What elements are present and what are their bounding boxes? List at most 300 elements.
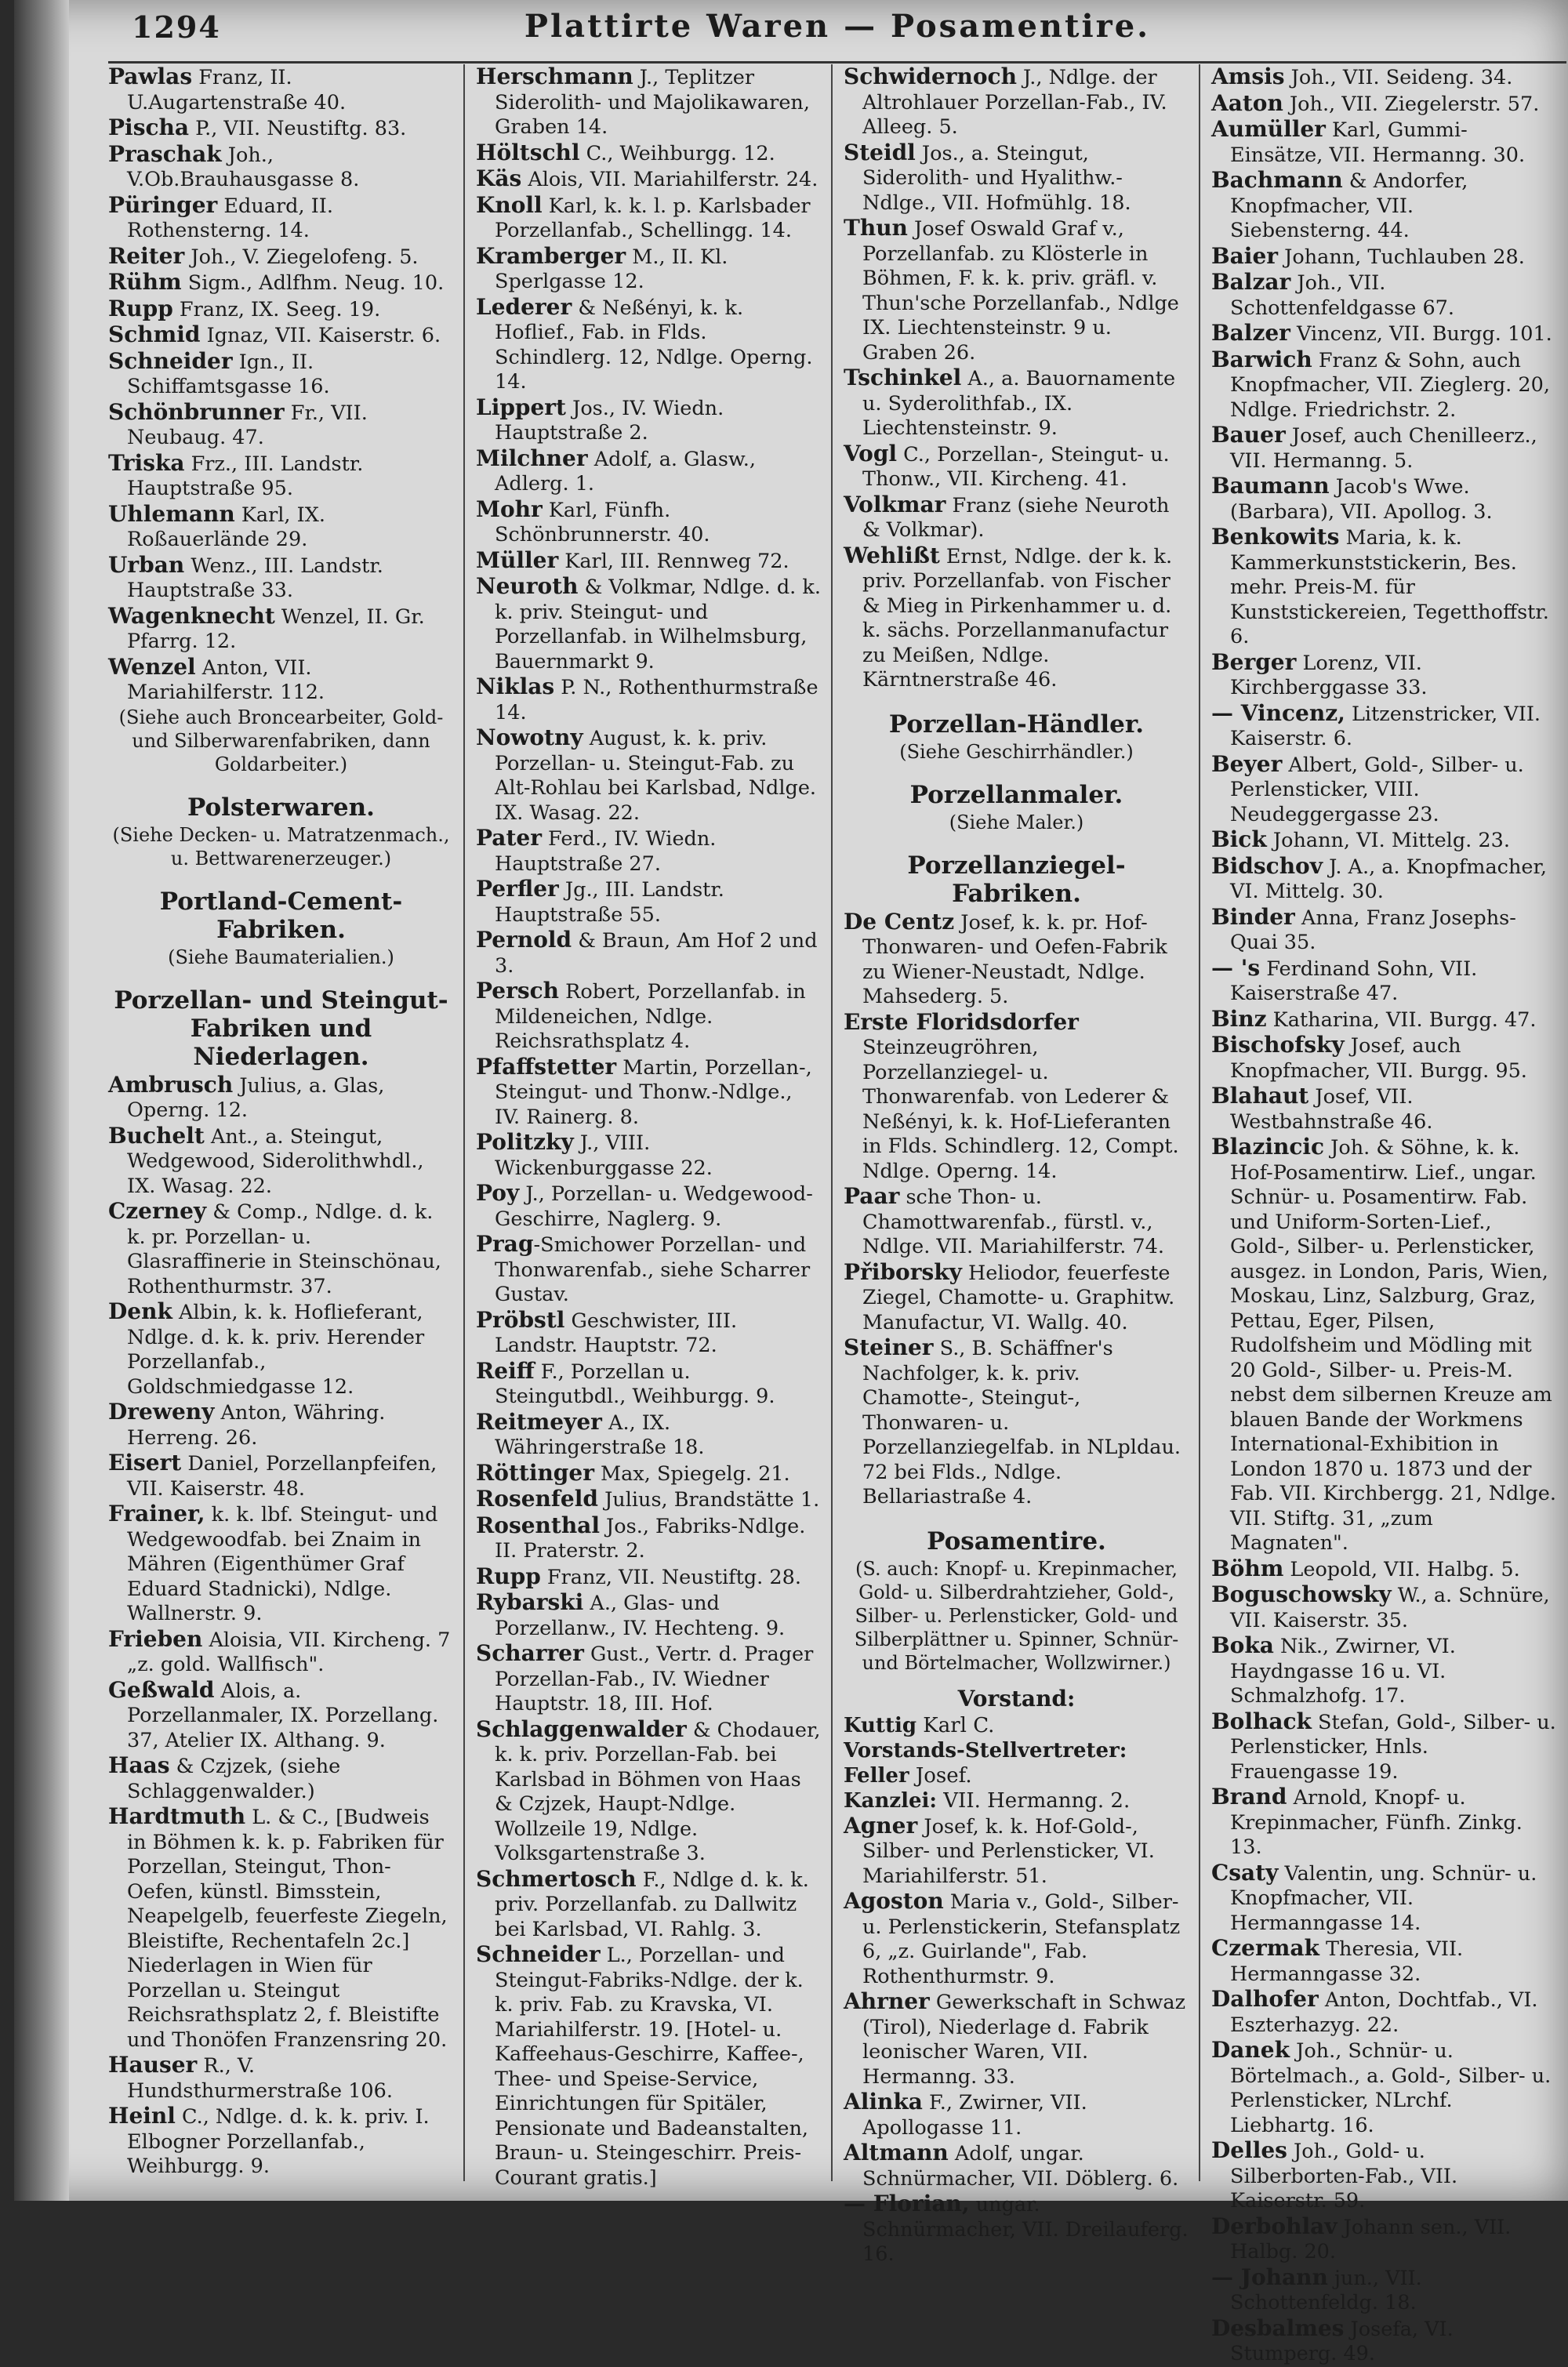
entry-details: Vincenz, VII. Burgg. 101.	[1290, 322, 1552, 346]
entry-details: sche Thon- u. Chamottwarenfab., fürstl. v., Ndlge. VII. Mariahilferstr. 74.	[862, 1185, 1164, 1258]
entry-name: Bischofsky	[1211, 1032, 1345, 1058]
entry-details: Jacob's Wwe. (Barbara), VII. Apollog. 3.	[1230, 475, 1493, 524]
entry-details: Josef, auch Chenilleerz., VII. Hermanng. 5.	[1230, 424, 1537, 473]
cross-reference-note: (Siehe Baumaterialien.)	[168, 946, 394, 968]
entry-name: Pawlas	[108, 64, 193, 89]
entry-details: J., Porzellan- u. Wedgewood-Geschirre, Naglerg. 9.	[495, 1182, 813, 1231]
entry-details: Steinzeugröhren, Porzellanziegel- u. Thonwarenfab. von Lederer & Neßényi, k. k. Hof-Lieferanten in Flds. Schindlerg. 12, Compt. Ndlge. Operng. 14.	[862, 1036, 1179, 1183]
directory-entry	[476, 1130, 822, 1181]
directory-entry	[844, 1335, 1189, 1510]
directory-entry	[476, 1359, 822, 1410]
directory-entry	[476, 295, 822, 395]
entry-details: Gewerkschaft in Schwaz (Tirol), Niederlage d. Fabrik leonischer Waren, VII. Hermanng. 33.	[862, 1991, 1185, 2089]
directory-entry	[476, 166, 822, 193]
entry-details: Joh., VII. Schottenfeldgasse 67.	[1230, 271, 1454, 320]
entry-details: Joh., V.Ob.Brauhausgasse 8.	[127, 143, 360, 191]
entry-name: Altmann	[844, 2140, 949, 2166]
entry-details: Johann, VI. Mittelg. 23.	[1266, 829, 1510, 852]
directory-entry	[844, 441, 1189, 492]
entry-name: Urban	[108, 551, 185, 578]
entry-details: Joh., VII. Seideng. 34.	[1284, 66, 1513, 89]
entry-details: P., VII. Neustiftg. 83.	[189, 117, 407, 140]
directory-entry	[1211, 1084, 1557, 1134]
section-heading: Posamentire.	[927, 1527, 1106, 1556]
entry-details: Johann sen., VII. Halbg. 20.	[1230, 2215, 1512, 2264]
entry-details: F., Porzellan u. Steingutbdl., Weihburgg. 9.	[495, 1360, 775, 1408]
entry-name: Schneider	[108, 347, 233, 374]
entry-details: -Smichower Porzellan- und Thonwarenfab., siehe Scharrer Gustav.	[495, 1233, 811, 1306]
directory-entry	[1211, 321, 1557, 347]
directory-entry	[1211, 474, 1557, 525]
entry-details: Johann, Tuchlauben 28.	[1278, 245, 1525, 269]
entry-name: Volkmar	[844, 491, 946, 517]
directory-entry	[476, 395, 822, 446]
entry-details: Robert, Porzellanfab. in Mildeneichen, Ndlge. Reichsrathsplatz 4.	[495, 980, 806, 1053]
directory-entry	[1211, 2316, 1557, 2367]
section-heading: Portland-Cement-Fabriken.	[159, 887, 403, 944]
directory-entry	[108, 322, 454, 349]
entry-details: Adolf, a. Glasw., Adlerg. 1.	[495, 447, 756, 496]
section-heading: Porzellan-Händler.	[888, 710, 1145, 739]
entry-name: Scharrer	[476, 1640, 584, 1666]
directory-entry	[844, 492, 1189, 543]
entry-name: — Vincenz,	[1211, 699, 1345, 726]
entry-name: Lederer	[476, 293, 572, 320]
directory-entry	[844, 1813, 1189, 1890]
entry-name: Schwidernoch	[844, 64, 1017, 89]
entry-name: Csaty	[1211, 1859, 1279, 1886]
entry-name: Agoston	[844, 1888, 944, 1914]
directory-entry	[108, 1678, 454, 1754]
entry-name: Praschak	[108, 140, 222, 167]
section-heading: Porzellanziegel-Fabriken.	[907, 851, 1126, 908]
section-heading: Porzellanmaler.	[909, 780, 1123, 809]
entry-details: Stefan, Gold-, Silber- u. Perlensticker, Hnls. Frauengasse 19.	[1230, 1710, 1556, 1784]
entry-name: Paar	[844, 1183, 900, 1209]
section-heading: Porzellan- und Steingut-Fabriken und Niederlagen.	[114, 986, 448, 1071]
entry-name: Bidschov	[1211, 852, 1323, 879]
directory-entry	[476, 674, 822, 725]
directory-entry	[476, 826, 822, 877]
entry-details: R., V. Hundsthurmerstraße 106.	[127, 2054, 393, 2103]
directory-entry	[1211, 905, 1557, 956]
entry-name: Rühm	[108, 269, 182, 295]
entry-name: Niklas	[476, 673, 555, 699]
entry-details: k. k. lbf. Steingut- und Wedgewoodfab. bei Znaim in Mähren (Eigenthümer Graf Eduard Stadnicki), Ndlge. Wallnerstr. 9.	[127, 1503, 438, 1625]
directory-entry	[108, 193, 454, 244]
entry-details: Julius, a. Glas, Operng. 12.	[127, 1073, 385, 1122]
entry-details: Josef, auch Knopfmacher, VII. Burgg. 95.	[1230, 1034, 1527, 1083]
directory-entry	[476, 548, 822, 575]
entry-name: Schönbrunner	[108, 398, 285, 425]
entry-details: Joh. & Söhne, k. k. Hof-Posamentirw. Lief., ungar. Schnür- u. Posamentirw. Fab. und Uniform-Sorten-Lief., Gold-, Silber- u. Perlensticker, ausgez. in London, Paris, Wien, Moskau, Linz, Salzburg, Graz, Pettau, Eger, Pilsen, Rudolfsheim und Mödling mit 20 Gold-, Silber- u. Preis-M. nebst dem silbernen Kreuze am blauen Bande der Workmens International-Exhibition in London 1870 u. 1873 und der Fab. VII. Kirchbergg. 21, Ndlge. VII. Stiftg. 31, „zum Magnaten".	[1230, 1136, 1557, 1555]
entry-name: Ambrusch	[108, 1071, 234, 1098]
directory-entry	[108, 502, 454, 553]
entry-details: Karl, IX. Roßauerlände 29.	[127, 503, 325, 551]
directory-entry	[108, 64, 454, 115]
directory-entry	[476, 497, 822, 548]
entry-details: Josef Oswald Graf v., Porzellanfab. zu Klösterle in Böhmen, F. k. k. priv. gräfl. v. Thun'sche Porzellanfab., Ndlge IX. Liechtensteinstr. 9 u. Graben 26.	[862, 217, 1179, 365]
entry-details: Arnold, Knopf- u. Krepinmacher, Fünfh. Zinkg. 13.	[1230, 1786, 1523, 1859]
entry-name: Heinl	[108, 2103, 176, 2129]
entry-details: Joh., VII. Ziegelerstr. 57.	[1283, 92, 1540, 116]
entry-name: — Florian,	[844, 2191, 970, 2216]
entry-details: Alois, VII. Mariahilferstr. 24.	[521, 168, 818, 191]
directory-entry	[108, 1199, 454, 1299]
cross-reference-note: (Siehe Geschirrhändler.)	[899, 740, 1134, 763]
entry-name: Beyer	[1211, 750, 1283, 777]
entry-details: Leopold, VII. Halbg. 5.	[1283, 1557, 1520, 1581]
entry-name: Uhlemann	[108, 500, 235, 527]
cross-reference-note: (Siehe auch Broncearbeiter, Gold- und Silberwarenfabriken, dann Goldarbeiter.)	[118, 706, 444, 775]
entry-name: Ahrner	[844, 1988, 930, 2014]
directory-entry	[844, 140, 1189, 216]
directory-entry	[476, 1055, 822, 1131]
entry-name: Püringer	[108, 191, 218, 218]
directory-entry	[476, 1867, 822, 1943]
guild-role	[844, 1713, 1189, 1738]
directory-entry	[1211, 1582, 1557, 1633]
directory-entry	[108, 1299, 454, 1400]
entry-details: Alois, a. Porzellanmaler, IX. Porzellang. 37, Atelier IX. Althang. 9.	[127, 1679, 439, 1752]
directory-entry	[844, 216, 1189, 365]
entry-details: C., Ndlge. d. k. k. priv. I. Elbogner Porzellanfab., Weihburgg. 9.	[127, 2105, 430, 2178]
directory-entry	[476, 1513, 822, 1564]
entry-name: Binz	[1211, 1005, 1267, 1032]
directory-entry	[1211, 117, 1557, 168]
directory-entry	[476, 574, 822, 674]
guild-role	[844, 1788, 1189, 1813]
entry-details: Karl, Fünfh. Schönbrunnerstr. 40.	[495, 498, 710, 546]
entry-name: Bick	[1211, 826, 1267, 852]
directory-entry	[476, 928, 822, 978]
entry-name: Pater	[476, 825, 542, 851]
entry-name: Reitmeyer	[476, 1408, 602, 1435]
directory-entry	[108, 270, 454, 296]
entry-name: Herschmann	[476, 64, 633, 89]
directory-entry	[1211, 2214, 1557, 2265]
directory-entry	[844, 1010, 1189, 1185]
entry-details: Jos., Fabriks-Ndlge. II. Praterstr. 2.	[495, 1514, 806, 1563]
entry-details: Ign., II. Schiffamtsgasse 16.	[127, 350, 330, 398]
directory-entry	[1211, 525, 1557, 650]
entry-details: Fr., VII. Neubaug. 47.	[127, 401, 368, 449]
entry-name: Dreweny	[108, 1399, 215, 1425]
entry-details: & Andorfer, Knopfmacher, VII. Siebensterng. 44.	[1230, 169, 1468, 242]
entry-name: Wehlißt	[844, 542, 940, 568]
directory-entry	[844, 64, 1189, 140]
role-label: Vorstands-Stellvertreter:	[844, 1738, 1127, 1763]
directory-entry	[1211, 168, 1557, 244]
directory-entry	[1211, 1007, 1557, 1033]
directory-entry	[1211, 347, 1557, 423]
directory-entry	[1211, 2265, 1557, 2316]
entry-name: Vogl	[844, 440, 898, 467]
directory-entry	[108, 1627, 454, 1678]
entry-details: Ant., a. Steingut, Wedgewood, Siderolithwhdl., IX. Wasag. 22.	[127, 1124, 424, 1198]
directory-entry	[108, 451, 454, 502]
directory-entry	[476, 1641, 822, 1717]
entry-name: Perfler	[476, 876, 559, 902]
role-label: Kuttig	[844, 1713, 917, 1737]
directory-entry	[844, 543, 1189, 693]
entry-name: Persch	[476, 978, 560, 1004]
directory-entry	[476, 1308, 822, 1359]
entry-name: Pröbstl	[476, 1306, 565, 1333]
entry-details: A., a. Bauornamente u. Syderolithfab., IX. Liechtensteinstr. 9.	[862, 367, 1176, 440]
entry-name: Blahaut	[1211, 1083, 1309, 1109]
entry-name: Wagenknecht	[108, 602, 275, 629]
entry-details: Karl, k. k. l. p. Karlsbader Porzellanfab., Schellingg. 14.	[495, 194, 811, 242]
directory-entry	[476, 1942, 822, 2191]
directory-entry	[844, 2191, 1189, 2267]
entry-name: — Johann	[1211, 2264, 1328, 2290]
entry-name: Rupp	[476, 1563, 541, 1589]
entry-details: J., Teplitzer Siderolith- und Majolikawaren, Graben 14.	[495, 66, 810, 139]
entry-name: Czerney	[108, 1198, 207, 1224]
entry-name: Dalhofer	[1211, 1986, 1319, 2012]
entry-name: Poy	[476, 1180, 520, 1206]
entry-details: L., Porzellan- und Steingut-Fabriks-Ndlge. der k. k. priv. Fab. zu Kravska, VI. Mariahilferstr. 19. [Hotel- u. Kaffeehaus-Geschirre, Kaffee-, Thee- und Speise-Service, Einrichtungen für Spitäler, Pensionate und Badeanstalten, Braun- u. Steingeschirr. Preis-Courant gratis.]	[495, 1944, 809, 2190]
directory-entry	[108, 349, 454, 400]
directory-entry	[1211, 1861, 1557, 1937]
guild-role	[844, 1738, 1189, 1763]
entry-details: & Chodauer, k. k. priv. Porzellan-Fab. bei Karlsbad in Böhmen von Haas & Czjzek, Haupt-Ndlge. Wollzeile 19, Ndlge. Volksgartenstraße 3.	[495, 1718, 821, 1865]
entry-details: Heliodor, feuerfeste Ziegel, Chamotte- u. Graphitw. Manufactur, VI. Wallg. 40.	[862, 1261, 1175, 1334]
directory-entry	[476, 877, 822, 928]
entry-details: S., B. Schäffner's Nachfolger, k. k. priv. Chamotte-, Steingut-, Thonwaren- u. Porzellanziegelfab. in NLpldau. 72 bei Flds., Ndlge. Bellariastraße 4.	[862, 1337, 1181, 1508]
entry-details: L. & C., [Budweis in Böhmen k. k. p. Fabriken für Porzellan, Steingut, Thon-Oefen, künstl. Bimsstein, Neapelgelb, feuerfeste Ziegeln, Bleistifte, Rechentafeln 2c.] Niederlagen in Wien für Porzellan u. Steingut Reichsrathsplatz 2, f. Bleistifte und Thonöfen Franzensring 20.	[127, 1806, 448, 2052]
role-label: Kanzlei:	[844, 1788, 938, 1813]
entry-details: Franz, II. U.Augartenstraße 40.	[127, 66, 347, 114]
entry-name: Triska	[108, 449, 185, 476]
directory-columns	[108, 64, 1566, 2365]
entry-name: Schmid	[108, 321, 201, 347]
entry-details: P. N., Rothenthurmstraße 14.	[495, 676, 818, 724]
entry-details: August, k. k. priv. Porzellan- u. Steingut-Fab. zu Alt-Rohlau bei Karlsbad, Ndlge. IX. Wasag. 22.	[495, 727, 817, 825]
entry-name: Desbalmes	[1211, 2314, 1345, 2341]
page-header	[108, 6, 1566, 64]
entry-details: Albin, k. k. Hoflieferant, Ndlge. d. k. k. priv. Herender Porzellanfab., Goldschmiedgasse 12.	[127, 1301, 425, 1399]
entry-details: Frz., III. Landstr. Hauptstraße 95.	[127, 452, 364, 500]
entry-name: Knoll	[476, 191, 543, 218]
entry-name: Přiborsky	[844, 1258, 962, 1285]
entry-name: Bachmann	[1211, 167, 1343, 193]
entry-details: A., Glas- und Porzellanw., IV. Hechteng. 9.	[495, 1592, 786, 1640]
entry-name: Blazincic	[1211, 1134, 1325, 1160]
entry-details: Adolf, ungar. Schnürmacher, VII. Döblerg. 6.	[862, 2142, 1179, 2191]
entry-details: A., IX. Währingerstraße 18.	[495, 1410, 705, 1459]
entry-name: — 's	[1211, 954, 1261, 981]
entry-name: Alinka	[844, 2089, 923, 2115]
entry-name: Hauser	[108, 2052, 198, 2078]
entry-details: Julius, Brandstätte 1.	[597, 1488, 820, 1512]
directory-entry	[108, 1804, 454, 2053]
section-heading: Polsterwaren.	[187, 793, 375, 822]
entry-details: Albert, Gold-, Silber- u. Perlensticker, VIII. Neudeggergasse 23.	[1230, 753, 1524, 826]
entry-details: Wenz., III. Landstr. Hauptstraße 33.	[127, 554, 383, 602]
directory-entry	[108, 400, 454, 451]
entry-name: Buchelt	[108, 1122, 205, 1149]
entry-name: Tschinkel	[844, 365, 962, 390]
column-4	[1199, 64, 1566, 2365]
directory-entry	[844, 1989, 1189, 2089]
directory-entry	[844, 1260, 1189, 1336]
entry-name: Nowotny	[476, 724, 583, 750]
entry-name: Lippert	[476, 394, 566, 420]
entry-name: Baier	[1211, 242, 1279, 269]
entry-details: & Braun, Am Hof 2 und 3.	[495, 929, 818, 978]
directory-entry	[476, 1410, 822, 1461]
entry-name: Röttinger	[476, 1459, 594, 1486]
directory-entry	[1211, 64, 1557, 91]
entry-name: Rosenthal	[476, 1512, 600, 1538]
entry-name: De Centz	[844, 908, 955, 935]
entry-details: C., Porzellan-, Steingut- u. Thonw., VII. Kircheng. 41.	[862, 442, 1170, 491]
entry-name: Delles	[1211, 2137, 1287, 2163]
entry-details: J., Ndlge. der Altrohlauer Porzellan-Fab., IV. Alleeg. 5.	[862, 66, 1167, 139]
entry-details: Martin, Porzellan-, Steingut- und Thonw.-Ndlge., IV. Rainerg. 8.	[495, 1055, 812, 1129]
entry-name: Boguschowsky	[1211, 1581, 1392, 1607]
column-2	[463, 64, 831, 2190]
column-3	[831, 64, 1199, 2266]
entry-name: Eisert	[108, 1450, 182, 1476]
entry-details: Anton, Dochtfab., VI. Eszterhazyg. 22.	[1230, 1988, 1538, 2037]
entry-name: Danek	[1211, 2037, 1290, 2063]
entry-name: Balzer	[1211, 320, 1290, 346]
entry-details: Joh., V. Ziegelofeng. 5.	[184, 245, 419, 269]
directory-entry	[476, 1717, 822, 1867]
directory-entry	[476, 1487, 822, 1513]
directory-entry	[1211, 2038, 1557, 2138]
entry-name: Rupp	[108, 295, 173, 321]
entry-details: C., Weihburgg. 12.	[579, 141, 775, 165]
directory-entry	[1211, 956, 1557, 1007]
entry-name: Schmertosch	[476, 1865, 637, 1892]
entry-details: J., VIII. Wickenburggasse 22.	[495, 1131, 713, 1180]
entry-details: Aloisia, VII. Kircheng. 7 „z. gold. Wallfisch".	[127, 1628, 451, 1676]
directory-entry	[476, 446, 822, 497]
directory-entry	[1211, 1936, 1557, 1987]
entry-details: Sigm., Adlfhm. Neug. 10.	[181, 271, 445, 295]
entry-name: Barwich	[1211, 346, 1312, 372]
entry-details: Karl, Gummi-Einsätze, VII. Hermanng. 30.	[1230, 118, 1526, 167]
entry-name: Czermak	[1211, 1935, 1319, 1961]
page-number: 1294	[132, 9, 221, 45]
directory-entry	[1211, 244, 1557, 270]
directory-entry	[108, 2053, 454, 2104]
directory-entry	[844, 2140, 1189, 2191]
directory-entry	[844, 1184, 1189, 1260]
entry-details: Ernst, Ndlge. der k. k. priv. Porzellanfab. von Fischer & Mieg in Pirkenhammer u. d. k. sächs. Porzellanmanufactur zu Meißen, Ndlge. Kärntnerstraße 46.	[862, 544, 1173, 692]
entry-name: Geßwald	[108, 1676, 215, 1703]
entry-details: Franz & Sohn, auch Knopfmacher, VII. Zieglerg. 20, Ndlge. Friedrichstr. 2.	[1230, 348, 1550, 422]
directory-entry	[1211, 1784, 1557, 1861]
directory-entry	[108, 1400, 454, 1450]
entry-details: Nik., Zwirner, VI. Haydngasse 16 u. VI. Schmalzhofg. 17.	[1230, 1635, 1456, 1708]
directory-entry	[476, 1564, 822, 1591]
entry-details: & Volkmar, Ndlge. d. k. k. priv. Steingut- und Porzellanfab. in Wilhelmsburg, Bauernmarkt 9.	[495, 575, 821, 673]
entry-name: Pfaffstetter	[476, 1053, 617, 1080]
entry-details: jun., VII. Schottenfeldg. 18.	[1230, 2266, 1422, 2314]
entry-details: Gust., Vertr. d. Prager Porzellan-Fab., IV. Wiedner Hauptstr. 18, III. Hof.	[495, 1643, 814, 1715]
entry-details: Ignaz, VII. Kaiserstr. 6.	[200, 324, 441, 347]
cross-reference-note: (Siehe Maler.)	[949, 811, 1084, 833]
entry-details: Katharina, VII. Burgg. 47.	[1266, 1007, 1537, 1032]
directory-entry	[108, 604, 454, 655]
entry-details: J. A., a. Knopfmacher, VI. Mittelg. 30.	[1230, 855, 1547, 903]
directory-entry	[108, 115, 454, 142]
guild-role	[844, 1763, 1189, 1788]
entry-name: Haas	[108, 1752, 170, 1778]
directory-entry	[108, 142, 454, 193]
entry-name: Politzky	[476, 1129, 574, 1155]
directory-entry	[1211, 1033, 1557, 1084]
entry-name: Aaton	[1211, 89, 1283, 116]
entry-details: Joh., Gold- u. Silberborten-Fab., VII. Kaiserstr. 59.	[1230, 2140, 1458, 2213]
entry-name: Frieben	[108, 1625, 203, 1652]
directory-entry	[108, 1073, 454, 1124]
entry-details: ungar. Schnürmacher, VII. Dreilauferg. 16.	[862, 2193, 1189, 2266]
role-value: Josef.	[909, 1763, 972, 1788]
directory-entry	[476, 1461, 822, 1487]
entry-details: Max, Spiegelg. 21.	[593, 1461, 790, 1486]
directory-entry	[108, 1124, 454, 1200]
directory-entry	[108, 244, 454, 270]
entry-details: Josef, k. k. pr. Hof-Thonwaren- und Oefen-Fabrik zu Wiener-Neustadt, Ndlge. Mahsederg. 5.	[862, 910, 1167, 1008]
entry-name: Balzar	[1211, 269, 1291, 295]
entry-name: Frainer,	[108, 1501, 205, 1527]
entry-name: Erste Floridsdorfer	[844, 1008, 1079, 1035]
directory-entry	[108, 553, 454, 604]
directory-page	[14, 0, 1568, 2365]
entry-name: Schneider	[476, 1941, 601, 1967]
entry-details: W., a. Schnüre, VII. Kaiserstr. 35.	[1230, 1584, 1550, 1632]
page-binding-edge	[14, 0, 69, 2201]
entry-name: Schlaggenwalder	[476, 1715, 687, 1742]
directory-entry	[108, 296, 454, 323]
entry-name: Reiter	[108, 242, 185, 269]
directory-entry	[1211, 1709, 1557, 1785]
directory-entry	[476, 1232, 822, 1308]
directory-entry	[476, 244, 822, 295]
directory-entry	[1211, 1633, 1557, 1709]
entry-name: Aumüller	[1211, 116, 1326, 142]
entry-name: Prag	[476, 1231, 534, 1257]
entry-details: Ferdinand Sohn, VII. Kaiserstraße 47.	[1230, 957, 1478, 1005]
entry-name: Höltschl	[476, 139, 580, 165]
entry-name: Baumann	[1211, 473, 1330, 499]
directory-entry	[476, 64, 822, 140]
entry-name: Rybarski	[476, 1589, 584, 1615]
directory-entry	[844, 909, 1189, 1010]
entry-details: Anna, Franz Josephs-Quai 35.	[1230, 906, 1516, 954]
directory-entry	[108, 1501, 454, 1627]
directory-entry	[108, 1753, 454, 1804]
entry-details: Josef, k. k. Hof-Gold-, Silber- und Perlensticker, VI. Mariahilferstr. 51.	[862, 1814, 1155, 1888]
entry-name: Thun	[844, 215, 908, 241]
page-title: Plattirte Waren — Posamentire.	[524, 8, 1151, 45]
directory-entry	[1211, 827, 1557, 854]
entry-name: Denk	[108, 1298, 172, 1324]
entry-name: Binder	[1211, 903, 1295, 930]
entry-name: Steidl	[844, 139, 916, 165]
entry-details: F., Zwirner, VII. Apollogasse 11.	[862, 2091, 1087, 2140]
entry-details: Joh., Schnür- u. Börtelmach., a. Gold-, Silber- u. Perlensticker, NLrchf. Liebhartg. 16.	[1230, 2039, 1552, 2137]
directory-entry	[844, 2089, 1189, 2140]
entry-name: Kramberger	[476, 242, 626, 269]
entry-details: Anton, Währing. Herreng. 26.	[127, 1401, 386, 1450]
